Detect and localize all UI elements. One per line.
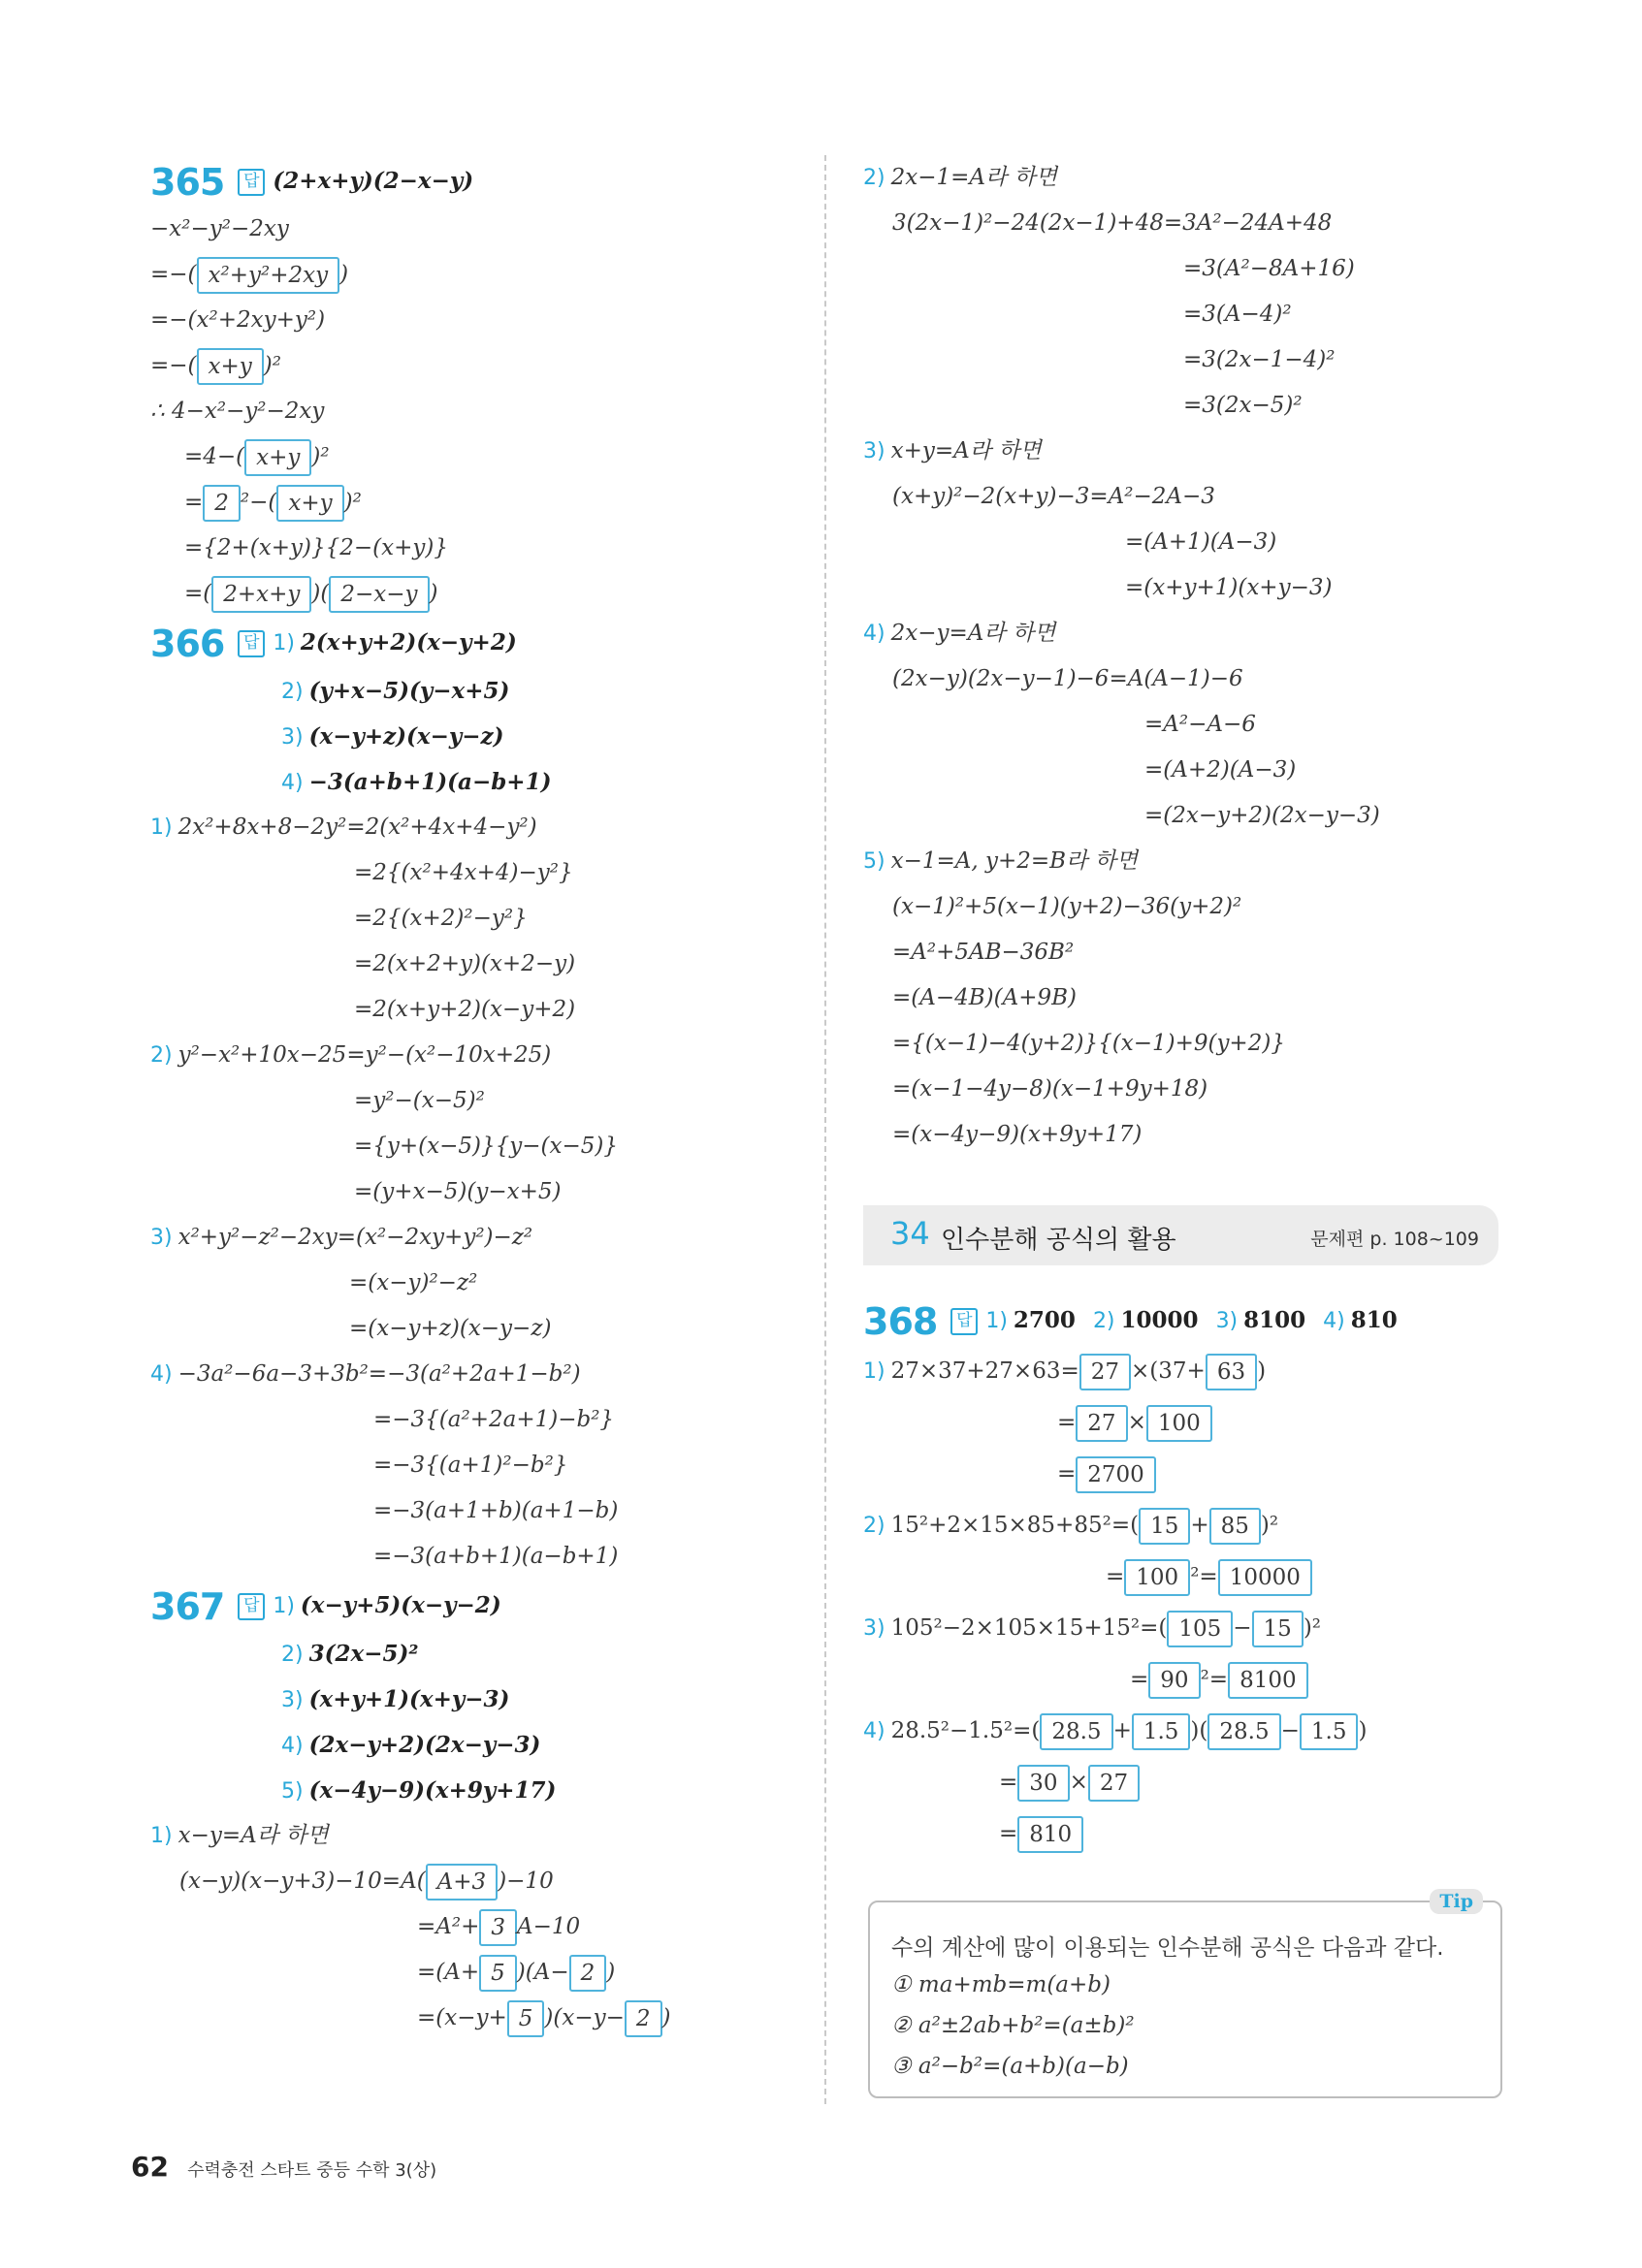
blank-box: 10000	[1218, 1559, 1312, 1596]
solution-line: =(x+y+1)(x+y−3)	[1125, 575, 1333, 600]
blank-box: 100	[1124, 1559, 1190, 1596]
solution-line: =−(x²+2xy+y²)	[150, 307, 326, 333]
solution-line: =(x−y+z)(x−y−z)	[349, 1316, 552, 1341]
tip-tag: Tip	[1430, 1889, 1483, 1914]
solution-line: =4−( x+y )²	[150, 434, 810, 480]
answer-badge: 답	[238, 1593, 265, 1620]
solution-line: =(x−1−4y−8)(x−1+9y+18)	[892, 1076, 1208, 1102]
solution-line: 1) x−y=A라 하면	[150, 1823, 329, 1848]
blank-box: 85	[1209, 1508, 1261, 1545]
solution-line: ={y+(x−5)}{y−(x−5)}	[354, 1134, 618, 1159]
blank-box: x+y	[197, 348, 264, 385]
blank-box: 27	[1079, 1354, 1131, 1390]
solution-line: (x+y)²−2(x+y)−3=A²−2A−3	[892, 484, 1215, 509]
blank-box: 5	[479, 1955, 517, 1992]
solution-line: 3) x+y=A라 하면	[863, 438, 1042, 463]
answer-line: 5) (x−4y−9)(x+9y+17)	[281, 1777, 557, 1804]
solution-line: =(2x−y+2)(2x−y−3)	[1144, 803, 1380, 828]
blank-box: 2−x−y	[329, 576, 429, 613]
solution-line: =−3(a+1+b)(a+1−b)	[373, 1498, 619, 1523]
blank-box: 30	[1017, 1765, 1069, 1802]
blank-box: 27	[1088, 1765, 1140, 1802]
left-column	[150, 155, 810, 2041]
solution-line: 1) 2x²+8x+8−2y²=2(x²+4x+4−y²)	[150, 815, 537, 840]
answer-line: 4) −3(a+b+1)(a−b+1)	[281, 769, 552, 795]
solution-line: =(A+2)(A−3)	[1144, 757, 1297, 783]
blank-box: 1.5	[1300, 1713, 1359, 1750]
problem-number: 367	[150, 1584, 225, 1628]
blank-box: 810	[1017, 1816, 1083, 1853]
blank-box: A+3	[426, 1864, 499, 1901]
section-title: 인수분해 공식의 활용	[941, 1226, 1176, 1255]
blank-box: 5	[507, 2000, 545, 2037]
section-number: 34	[890, 1215, 930, 1252]
solution-line: = 90 ²= 8100	[863, 1654, 1503, 1706]
solution-line: 1) 27×37+27×63= 27 ×(37+ 63 )	[863, 1346, 1503, 1397]
solution-line: = 100 ²= 10000	[863, 1551, 1503, 1603]
solution-line: = 27 × 100	[863, 1397, 1503, 1449]
blank-box: 63	[1206, 1354, 1257, 1390]
solution-line: =A²+5AB−36B²	[892, 940, 1075, 965]
problem-366-header: 366 답 1) 2(x+y+2)(x−y+2)	[150, 617, 810, 668]
solution-line: 4) 28.5²−1.5²=( 28.5 + 1.5 )( 28.5 − 1.5 )	[863, 1706, 1503, 1757]
solution-line: = 2700	[863, 1449, 1503, 1500]
book-title: 수력충전 스타트 중등 수학 3(상)	[187, 2160, 437, 2181]
answer-text: (2+x+y)(2−x−y)	[273, 168, 474, 194]
solution-line: ={(x−1)−4(y+2)}{(x−1)+9(y+2)}	[892, 1031, 1285, 1056]
blank-box: 8100	[1228, 1662, 1308, 1699]
solution-line: 3) x²+y²−z²−2xy=(x²−2xy+y²)−z²	[150, 1225, 533, 1250]
solution-line: =3(A²−8A+16)	[1183, 256, 1355, 281]
solution-line: =2(x+y+2)(x−y+2)	[354, 997, 576, 1022]
problem-number: 366	[150, 622, 225, 665]
blank-box: 15	[1252, 1611, 1304, 1647]
problem-367-header: 367 답 1) (x−y+5)(x−y−2)	[150, 1580, 810, 1631]
blank-box: 105	[1167, 1611, 1233, 1647]
solution-line: −x²−y²−2xy	[150, 216, 289, 241]
solution-line: 3) 105²−2×105×15+15²=( 105 − 15 )²	[863, 1603, 1503, 1654]
solution-line: =−3{(a²+2a+1)−b²}	[373, 1407, 615, 1432]
solution-line: =3(2x−1−4)²	[1183, 347, 1336, 372]
blank-box: x+y	[276, 485, 343, 522]
solution-line: =(A+ 5 )(A− 2 )	[150, 1950, 810, 1996]
solution-line: =(x−y)²−z²	[349, 1270, 478, 1295]
blank-box: x²+y²+2xy	[197, 257, 340, 294]
solution-line: = 30 × 27	[863, 1757, 1503, 1808]
blank-box: 2	[203, 485, 241, 522]
solution-line: (x−y)(x−y+3)−10=A( A+3 )−10	[150, 1859, 810, 1904]
problem-368-header: 368 답 1) 2700 2) 10000 3) 8100 4) 810	[863, 1294, 1503, 1346]
page-number: 62	[131, 2151, 169, 2183]
solution-line: ∴ 4−x²−y²−2xy	[150, 399, 325, 424]
solution-line: =y²−(x−5)²	[354, 1088, 485, 1113]
solution-line: = 810	[863, 1808, 1503, 1860]
solution-line: =(A+1)(A−3)	[1125, 529, 1277, 555]
page-footer	[131, 2151, 436, 2183]
solution-line: 4) −3a²−6a−3+3b²=−3(a²+2a+1−b²)	[150, 1361, 581, 1387]
tip-formula: ② a²±2ab+b²=(a±b)²	[891, 2013, 1135, 2038]
problem-number: 365	[150, 160, 225, 204]
solution-line: =2{(x²+4x+4)−y²}	[354, 860, 573, 885]
solution-line: =3(A−4)²	[1183, 302, 1292, 327]
answer-line: 3) (x−y+z)(x−y−z)	[281, 723, 504, 750]
answer-line: 4) (2x−y+2)(2x−y−3)	[281, 1732, 541, 1758]
solution-line: =−3{(a+1)²−b²}	[373, 1453, 568, 1478]
answer-line: 2) (y+x−5)(y−x+5)	[281, 678, 510, 704]
section-header	[863, 1205, 1498, 1265]
solution-line: 3(2x−1)²−24(2x−1)+48=3A²−24A+48	[892, 210, 1333, 236]
column-divider	[824, 155, 826, 2104]
answer-line: 3) (x+y+1)(x+y−3)	[281, 1686, 510, 1712]
blank-box: 100	[1146, 1405, 1212, 1442]
solution-line: 5) x−1=A, y+2=B라 하면	[863, 848, 1139, 874]
solution-line: (2x−y)(2x−y−1)−6=A(A−1)−6	[892, 666, 1243, 691]
tip-formula: ③ a²−b²=(a+b)(a−b)	[891, 2054, 1129, 2079]
problem-number: 368	[863, 1299, 938, 1343]
answer-line: 2) 3(2x−5)²	[281, 1641, 419, 1667]
problem-365-header	[150, 155, 810, 207]
solution-line: =(A−4B)(A+9B)	[892, 985, 1077, 1010]
blank-box: 90	[1148, 1662, 1200, 1699]
answer-badge: 답	[238, 630, 265, 657]
tip-intro: 수의 계산에 많이 이용되는 인수분해 공식은 다음과 같다.	[891, 1935, 1444, 1961]
blank-box: 28.5	[1207, 1713, 1280, 1750]
solution-line: =2(x+2+y)(x+2−y)	[354, 951, 576, 976]
blank-box: 1.5	[1132, 1713, 1191, 1750]
blank-box: 27	[1076, 1405, 1127, 1442]
solution-line: =(x−4y−9)(x+9y+17)	[892, 1122, 1143, 1147]
blank-box: 28.5	[1040, 1713, 1112, 1750]
solution-line: =2{(x+2)²−y²}	[354, 906, 528, 931]
section-reference: 문제편 p. 108~109	[1310, 1229, 1479, 1250]
solution-line: (x−1)²+5(x−1)(y+2)−36(y+2)²	[892, 894, 1242, 919]
tip-formula: ① ma+mb=m(a+b)	[891, 1972, 1111, 1997]
problem-368	[863, 1294, 1503, 1860]
answer-badge: 답	[950, 1308, 978, 1335]
blank-box: x+y	[244, 439, 311, 476]
solution-line: =(x−y+ 5 )(x−y− 2 )	[150, 1996, 810, 2041]
solution-line: 2) 2x−1=A라 하면	[863, 165, 1057, 190]
solution-line: 2) y²−x²+10x−25=y²−(x²−10x+25)	[150, 1042, 552, 1068]
blank-box: 3	[479, 1909, 517, 1946]
solution-line: =−( x²+y²+2xy )	[150, 252, 810, 298]
solution-line: =( 2+x+y )( 2−x−y )	[150, 571, 810, 617]
blank-box: 2	[569, 1955, 607, 1992]
solution-line: ={2+(x+y)}{2−(x+y)}	[184, 535, 448, 560]
right-column	[863, 155, 1503, 1158]
blank-box: 2700	[1076, 1456, 1156, 1493]
answer-badge: 답	[238, 169, 265, 196]
solution-line: =−3(a+b+1)(a−b+1)	[373, 1544, 619, 1569]
solution-line: = 2 ²−( x+y )²	[150, 480, 810, 526]
blank-box: 2+x+y	[211, 576, 311, 613]
solution-line: 2) 15²+2×15×85+85²=( 15 + 85 )²	[863, 1500, 1503, 1551]
solution-line: =−( x+y )²	[150, 343, 810, 389]
solution-line: 4) 2x−y=A라 하면	[863, 621, 1056, 646]
solution-line: =3(2x−5)²	[1183, 393, 1303, 418]
tip-box	[868, 1891, 1502, 2098]
solution-line: =A²+ 3 A−10	[150, 1904, 810, 1950]
blank-box: 2	[625, 2000, 662, 2037]
solution-line: =A²−A−6	[1144, 712, 1256, 737]
solution-line: =(y+x−5)(y−x+5)	[354, 1179, 562, 1204]
blank-box: 15	[1139, 1508, 1190, 1545]
